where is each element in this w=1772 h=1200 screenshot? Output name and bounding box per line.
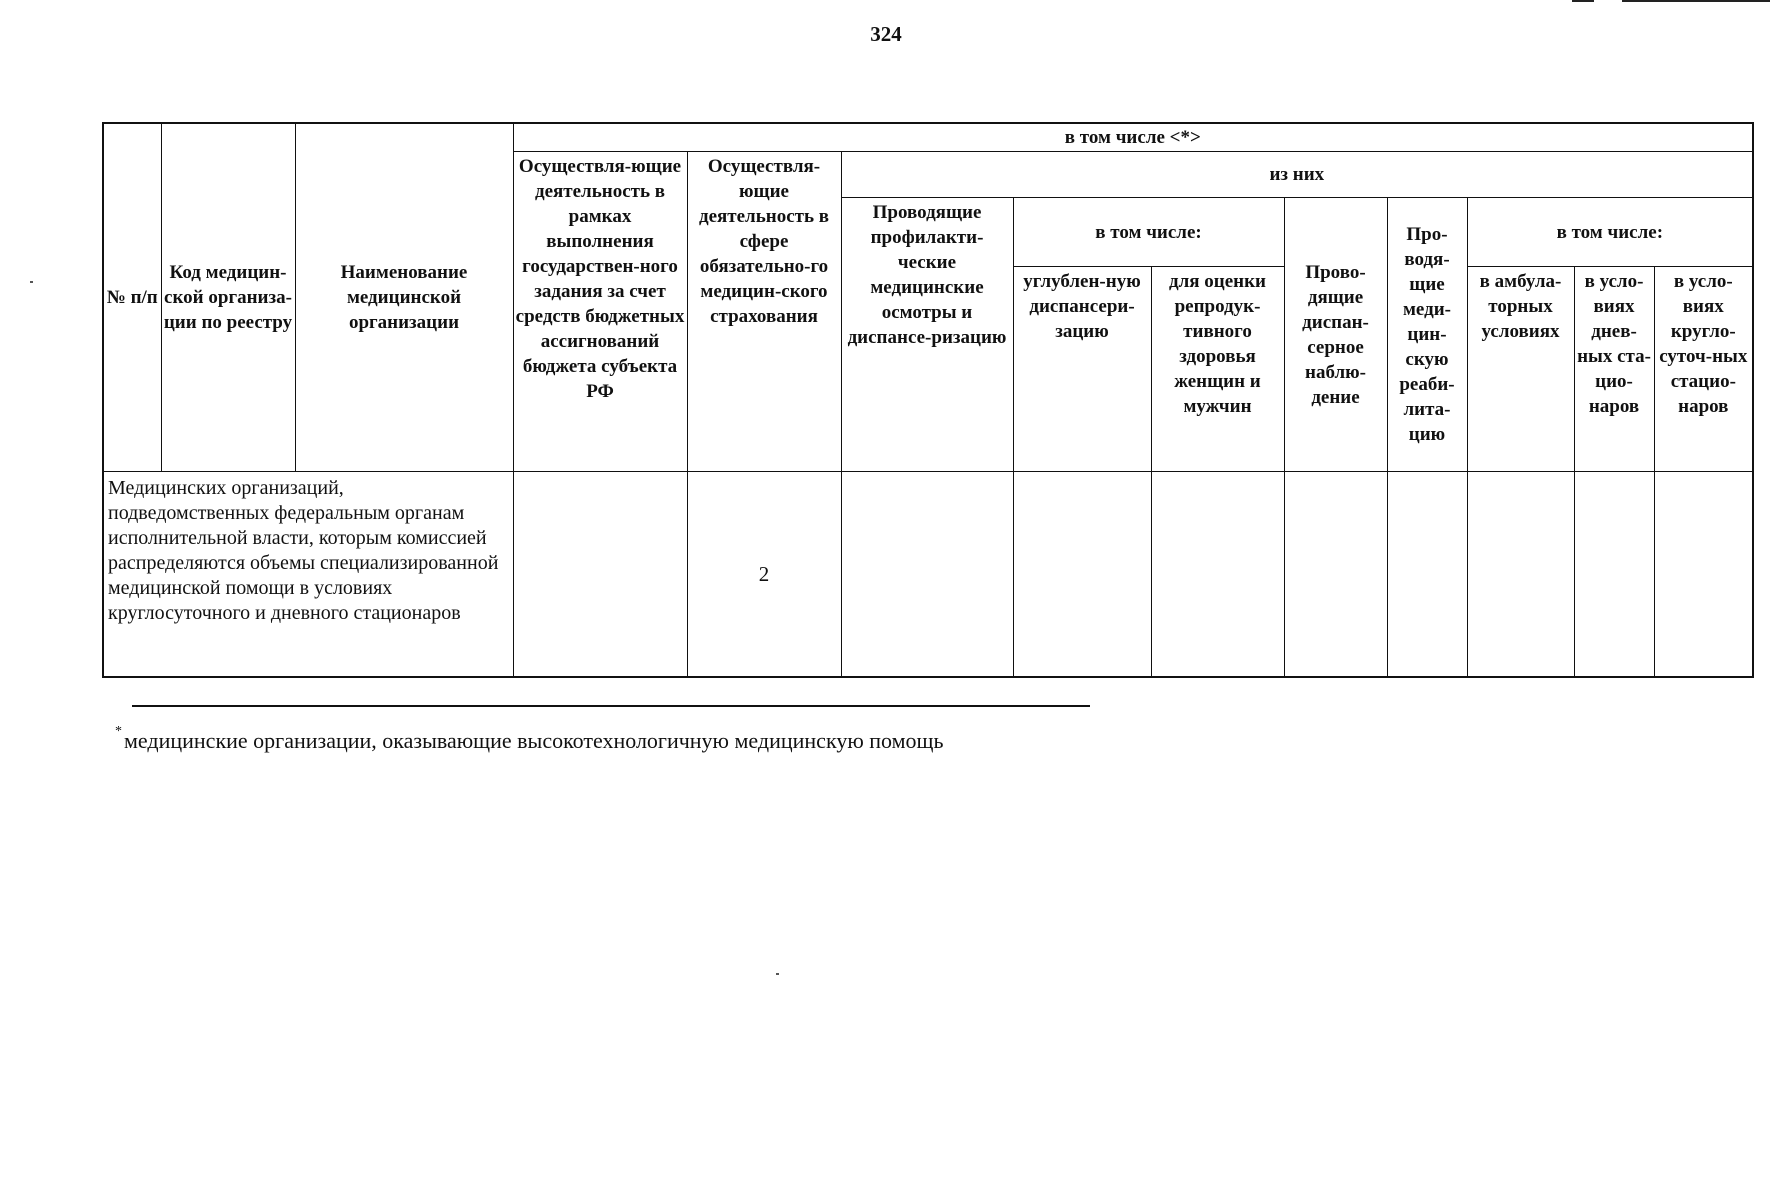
header-including-exams: в том числе: bbox=[1013, 198, 1284, 267]
cell-ambulatory bbox=[1467, 472, 1574, 678]
table-row bbox=[103, 472, 1753, 678]
header-reproductive: для оценки репродук-тивного здоровья женщин и мужчин bbox=[1151, 267, 1284, 472]
header-org-code: Код медицин-ской организа-ции по реестру bbox=[161, 123, 295, 472]
footnote-marker: * bbox=[115, 724, 122, 739]
cell-day-hospital bbox=[1574, 472, 1654, 678]
cell-rehab bbox=[1387, 472, 1467, 678]
header-round-clock: в усло-виях кругло-суточ-ных стацио-наров bbox=[1654, 267, 1753, 472]
cell-round-clock bbox=[1654, 472, 1753, 678]
header-ambulatory: в амбула-торных условиях bbox=[1467, 267, 1574, 472]
footnote-divider bbox=[132, 705, 1090, 707]
header-disp-observation: Прово-дящие диспан-серное наблю-дение bbox=[1284, 198, 1387, 472]
cell-state-task bbox=[513, 472, 687, 678]
footnote-text: медицинские организации, оказывающие высокотехнологичную медицинскую помощь bbox=[124, 728, 944, 753]
header-rehab: Про-водя-щие меди-цин-скую реаби-лита-цию bbox=[1387, 198, 1467, 472]
header-of-them: из них bbox=[841, 152, 1753, 198]
header-org-name: Наименование медицинской организации bbox=[295, 123, 513, 472]
header-deep-disp: углублен-ную диспансери-зацию bbox=[1013, 267, 1151, 472]
header-prof-exams: Проводящие профилакти-ческие медицинские осмотры и диспансе-ризацию bbox=[841, 198, 1013, 472]
medical-organizations-table bbox=[102, 122, 1754, 678]
header-day-hospital: в усло-виях днев-ных ста-цио-наров bbox=[1574, 267, 1654, 472]
header-oms: Осуществля-ющие деятельность в сфере обязательно-го медицин-ского страхования bbox=[687, 152, 841, 472]
scan-artifact bbox=[1572, 0, 1594, 2]
cell-reproductive bbox=[1151, 472, 1284, 678]
cell-disp-observation bbox=[1284, 472, 1387, 678]
scan-speck bbox=[30, 281, 33, 283]
summary-row-label: Медицинских организаций, подведомственных федеральным органам исполнительной власти, которым комиссией распределяются объемы специализированной медицинской помощи в условиях круглосуточного и дневного стационаров bbox=[103, 472, 513, 678]
cell-deep-disp bbox=[1013, 472, 1151, 678]
cell-prof-exams bbox=[841, 472, 1013, 678]
header-state-task: Осуществля-ющие деятельность в рамках выполнения государствен-ного задания за счет средств бюджетных ассигнований бюджета субъекта РФ bbox=[513, 152, 687, 472]
footnote bbox=[115, 724, 944, 754]
scan-artifact bbox=[1622, 0, 1770, 2]
scan-speck bbox=[776, 973, 779, 975]
page-number: 324 bbox=[870, 22, 902, 46]
header-including-rehab: в том числе: bbox=[1467, 198, 1753, 267]
header-num: № п/п bbox=[103, 123, 161, 472]
cell-oms: 2 bbox=[687, 472, 841, 678]
header-including: в том числе <*> bbox=[513, 123, 1753, 152]
